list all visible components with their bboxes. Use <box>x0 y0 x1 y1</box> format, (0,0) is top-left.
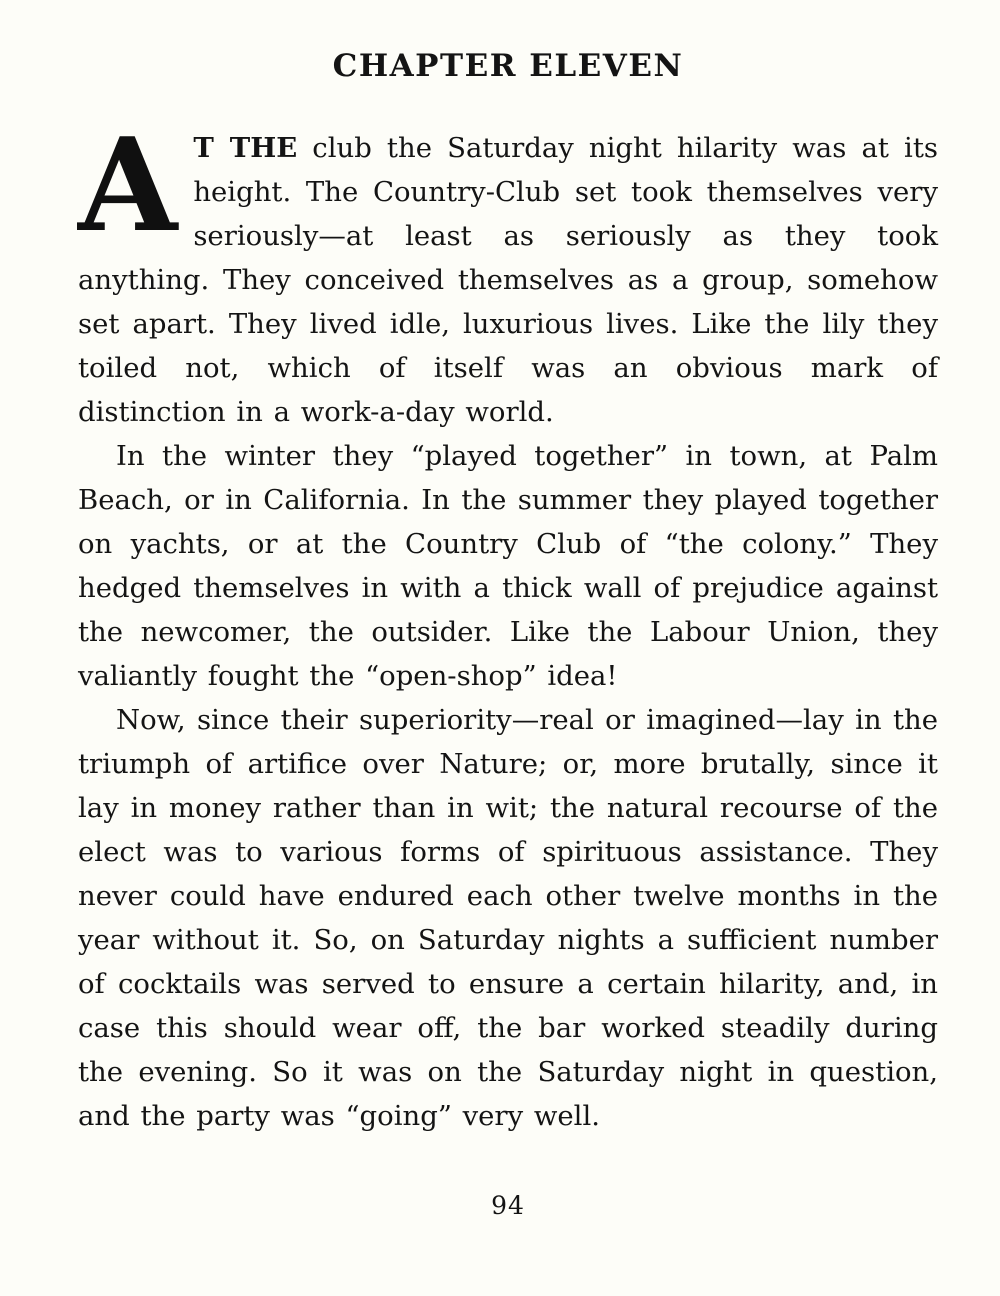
paragraph-text: club the Saturday night hilarity was at its height. The Country-Club set took themselves very seriously—at least as seriously as they took anything. They conceived themselves as a group, somehow set apart. They lived idle, luxurious lives. Like the lily they toiled not, which of itself was an obvious mark of distinction in a work-a-day world. <box>78 132 938 428</box>
chapter-heading: CHAPTER ELEVEN <box>332 48 684 84</box>
paragraph-first <box>78 111 938 434</box>
page-body <box>78 111 938 1138</box>
paragraph: Now, since their superiority—real or imagined—lay in the triumph of artifice over Nature; or, more brutally, since it lay in money rather than in wit; the natural recourse of the elect was to various forms of spirituous assistance. They never could have endured each other twelve months in the year without it. So, on Saturday nights a sufficient number of cocktails was served to ensure a certain hilarity, and, in case this should wear off, the bar worked steadily during the evening. So it was on the Saturday night in question, and the party was “going” very well. <box>78 704 938 1132</box>
paragraph-lead-caps: T THE <box>193 132 298 164</box>
drop-cap-letter: A <box>78 111 178 261</box>
paragraph: In the winter they “played together” in town, at Palm Beach, or in California. In the summer they played together on yachts, or at the Country Club of “the colony.” They hedged themselves in with a thick wall of prejudice against the newcomer, the outsider. Like the Labour Union, they valiantly fought the “open-shop” idea! <box>78 440 938 692</box>
page-number: 94 <box>491 1191 525 1220</box>
